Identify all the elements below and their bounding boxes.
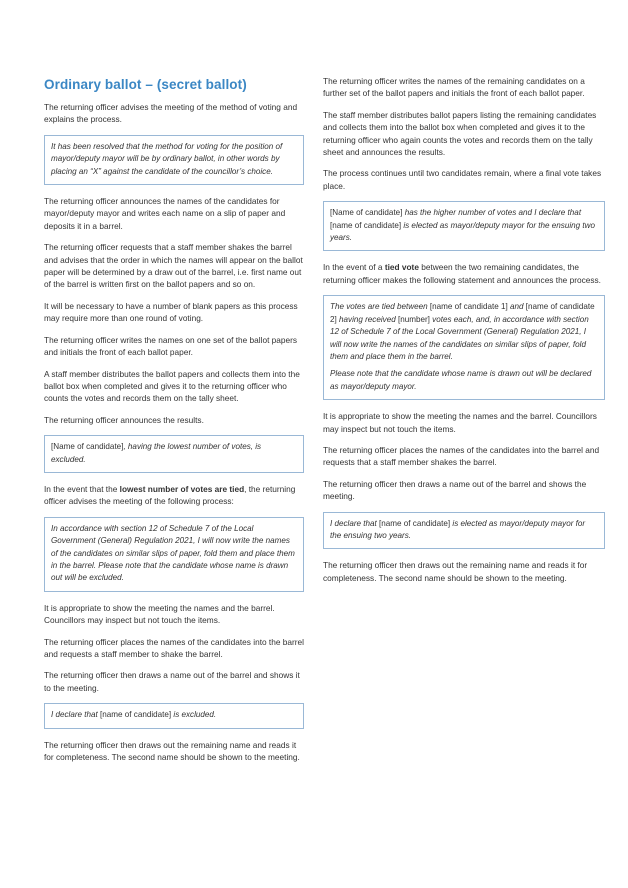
left-column — [44, 70, 304, 772]
placeholder-text: [Name of candidate] — [330, 208, 405, 218]
placeholder-text: [Name of candidate] — [51, 442, 124, 452]
paragraph: In the event of a tied vote between the two remaining candidates, the returning officer makes the following statement and announces the process. — [323, 262, 601, 285]
statement-text: , having the lowest number of votes, is excluded. — [51, 442, 262, 464]
statement-text: Please note that the candidate whose name is drawn out will be declared as mayor/deputy mayor. — [330, 369, 592, 391]
paragraph: The returning officer places the names of the candidates into the barrel and requests a staff member to shake the barrel. — [44, 636, 304, 659]
paragraph: The returning officer advises the meeting of the method of voting and explains the process. — [44, 102, 298, 125]
placeholder-text: [number] — [397, 314, 430, 324]
statement-box — [44, 435, 304, 473]
right-column — [323, 75, 605, 593]
statement-box — [44, 135, 304, 185]
statement-text: It has been resolved that the method for voting for the position of mayor/deputy mayor will be by ordinary ballot, in other words by placing an “X” against the candidate of the councillor’s choice. — [51, 141, 283, 176]
paragraph: In the event that the lowest number of votes are tied, the returning officer advises the meeting of the following process: — [44, 483, 296, 507]
paragraph: The returning officer then draws a name out of the barrel and shows the meeting. — [323, 478, 587, 502]
paragraph: The returning officer writes the names on one set of the ballot papers and initials the front of each ballot paper. — [44, 334, 298, 358]
paragraph: The returning officer then draws out the remaining name and reads it for completeness. The second name should be shown to the meeting. — [323, 560, 588, 583]
placeholder-text: [name of candidate] — [379, 518, 451, 528]
paragraph: The returning officer announces the results. — [44, 414, 204, 425]
placeholder-text: [name of candidate 2] — [330, 302, 595, 324]
statement-box: The votes are tied between [name of candidate 1] and [name of candidate 2] having received [number] votes each, and, in accordance with section 12 of Schedule 7 of the Local Government (General) Regulation 2021, I will now write the names of the candidates on similar slips of paper, fold them and place them in the barrel. Please note that the candidate whose name is drawn out will be declared as mayor/deputy mayor. — [323, 295, 605, 400]
paragraph: It is appropriate to show the meeting the names and the barrel. Councillors may inspect but not touch the items. — [44, 602, 275, 626]
paragraph: The returning officer writes the names of the remaining candidates on a further set of the ballot papers and initials the front of each ballot paper. — [323, 76, 585, 99]
statement-box: I declare that [name of candidate] is excluded. — [44, 703, 304, 728]
statement-box — [44, 517, 304, 592]
statement-box: I declare that [name of candidate] is elected as mayor/deputy mayor for the ensuing two years. — [323, 512, 605, 550]
paragraph: The returning officer then draws out the remaining name and reads it for completeness. The second name should be shown to the meeting. — [44, 739, 300, 763]
statement-text: In accordance with section 12 of Schedule 7 of the Local Government (General) Regulation 2021, I will now write the names of the candidates on similar slips of paper, fold them and place them in the barrel. Please note that the candidate whose name is drawn out will be excluded. — [51, 523, 295, 583]
placeholder-text: [name of candidate] — [330, 220, 402, 230]
paragraph: The returning officer places the names of the candidates into the barrel and requests that a staff member shakes the barrel. — [323, 444, 600, 468]
placeholder-text: [name of candidate 1] — [429, 302, 508, 312]
paragraph: It is appropriate to show the meeting the names and the barrel. Councillors may inspect but not touch the items. — [323, 411, 597, 434]
placeholder-text: [name of candidate] — [100, 710, 172, 720]
emphasis-text: lowest number of votes are tied — [119, 483, 245, 494]
section-heading: Ordinary ballot – (secret ballot) — [44, 77, 247, 92]
paragraph: A staff member distributes the ballot papers and collects them into the ballot box when completed and gives it to the returning officer who counts the votes and records them on the tally sheet. — [44, 368, 300, 404]
paragraph: The returning officer then draws a name out of the barrel and shows it to the meeting. — [44, 670, 300, 693]
paragraph: The returning officer requests that a staff member shakes the barrel and advises that the order in which the names will appear on the ballot paper will be determined by a draw out of the barrel, i.e. first name out of the barrel is written first on the ballot papers and so on. — [44, 242, 303, 290]
paragraph: The process continues until two candidates remain, where a final vote takes place. — [323, 168, 602, 191]
emphasis-text: tied vote — [384, 262, 419, 273]
paragraph: It will be necessary to have a number of blank papers as this process may require more than one round of voting. — [44, 300, 298, 324]
statement-box: [Name of candidate] has the higher number of votes and I declare that [name of candidate] is elected as mayor/deputy mayor for the ensuing two years. — [323, 201, 605, 251]
paragraph: The staff member distributes ballot papers listing the remaining candidates and collects them into the ballot box when completed and gives it to the returning officer who again counts the votes and records them on the tally sheet and announces the results. — [323, 109, 597, 158]
paragraph: The returning officer announces the names of the candidates for mayor/deputy mayor and writes each name on a slip of paper and deposits it in a barrel. — [44, 196, 286, 231]
